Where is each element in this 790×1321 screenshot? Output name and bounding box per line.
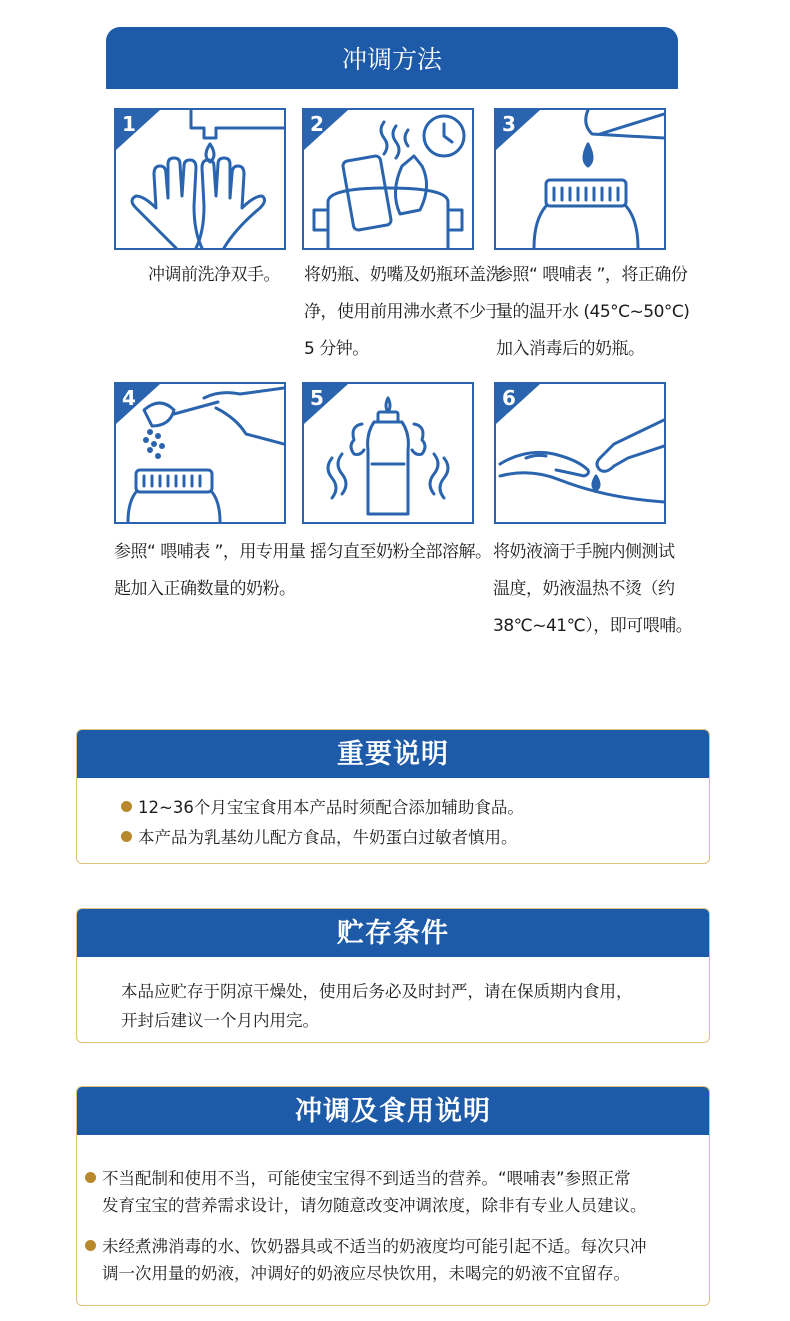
list-item: 未经煮沸消毒的水、饮奶器具或不适当的奶液度均可能引起不适。每次只冲 <box>85 1233 647 1257</box>
step-card-5 <box>302 382 474 524</box>
step-number: 1 <box>122 112 136 136</box>
step-number: 6 <box>502 386 516 410</box>
step-card-4 <box>114 382 286 524</box>
bullet-icon <box>121 801 132 812</box>
storage-title: 贮存条件 <box>77 909 709 957</box>
step-card-2 <box>302 108 474 250</box>
shake-bottle-icon <box>304 384 472 522</box>
pour-water-icon <box>496 110 664 248</box>
list-item: 不当配制和使用不当，可能使宝宝得不到适当的营养。“喂哺表”参照正常 <box>85 1165 631 1189</box>
section-title: 冲调方法 <box>106 27 678 89</box>
bullet-icon <box>85 1172 96 1183</box>
storage-line: 开封后建议一个月内用完。 <box>121 1011 319 1030</box>
bullet-icon <box>121 831 132 842</box>
storage-line: 本品应贮存于阴凉干燥处，使用后务必及时封严，请在保质期内食用， <box>121 982 633 1001</box>
test-temperature-icon <box>496 384 664 522</box>
step-4-text: 参照“ 喂哺表 ”，用专用量 匙加入正确数量的奶粉。 <box>114 542 306 599</box>
list-item-continuation: 发育宝宝的营养需求设计，请勿随意改变冲调浓度，除非有专业人员建议。 <box>102 1196 647 1215</box>
step-5-text: 摇匀直至奶粉全部溶解。 <box>310 542 492 562</box>
step-6-text: 将奶液滴于手腕内侧测试 温度，奶液温热不烫（约 38℃~41℃），即可喂哺。 <box>493 542 693 636</box>
step-3-text: 参照“ 喂哺表 ”，将正确份 量的温开水 (45°C~50°C) 加入消毒后的奶瓶。 <box>496 265 690 359</box>
bullet-icon <box>85 1240 96 1251</box>
step-number: 2 <box>310 112 324 136</box>
important-notes-title: 重要说明 <box>77 730 709 778</box>
usage-box <box>76 1086 710 1306</box>
usage-title: 冲调及食用说明 <box>77 1087 709 1135</box>
boil-bottle-icon <box>304 110 472 248</box>
step-2-text: 将奶瓶、奶嘴及奶瓶环盖洗 净，使用前用沸水煮不少于 5 分钟。 <box>304 265 502 359</box>
important-notes-box <box>76 729 710 864</box>
step-number: 5 <box>310 386 324 410</box>
list-item-continuation: 调一次用量的奶液，冲调好的奶液应尽快饮用，未喝完的奶液不宜留存。 <box>102 1264 630 1283</box>
step-card-3 <box>494 108 666 250</box>
step-1-text: 冲调前洗净双手。 <box>148 265 280 285</box>
storage-box <box>76 908 710 1043</box>
step-card-6 <box>494 382 666 524</box>
step-card-1 <box>114 108 286 250</box>
step-number: 3 <box>502 112 516 136</box>
list-item: 本产品为乳基幼儿配方食品，牛奶蛋白过敏者慎用。 <box>121 824 518 848</box>
step-number: 4 <box>122 386 136 410</box>
list-item: 12~36个月宝宝食用本产品时须配合添加辅助食品。 <box>121 794 524 818</box>
add-powder-icon <box>116 384 284 522</box>
wash-hands-icon <box>116 110 284 248</box>
